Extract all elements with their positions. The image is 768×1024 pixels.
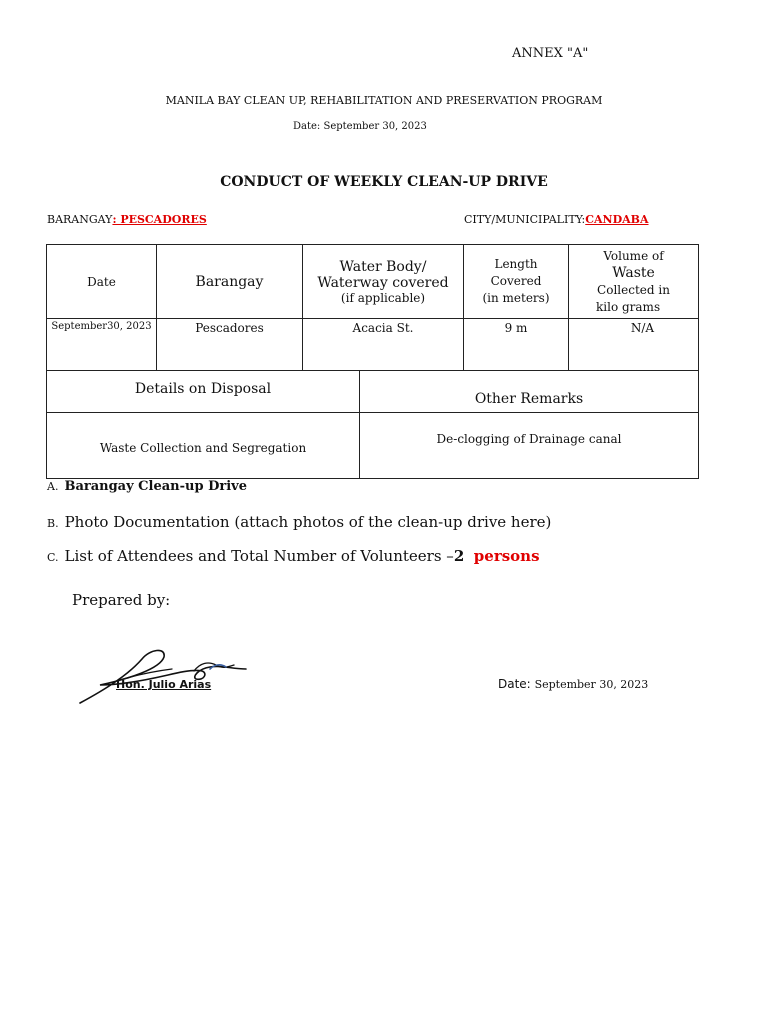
header-volume-line1: Volume of [603,248,664,263]
prepared-by-label: Prepared by: [72,591,171,609]
barangay-label: BARANGAY [47,213,113,226]
list-item-b [47,513,551,531]
report-date: Date: September 30, 2023 [293,121,427,132]
disposal-header-row [47,371,699,413]
header-water-body [303,245,464,319]
signer-name: Hon. Julio Arias [116,678,212,691]
remarks-header: Other Remarks [360,371,699,413]
header-water-body-line1: Water Body/ [339,258,427,275]
row-date: September30, 2023 [47,319,157,371]
list-marker-b: B. [47,517,59,530]
header-volume [569,245,699,319]
disposal-table [46,370,699,479]
header-length-line1: Length [494,257,538,271]
signature-date-value: September 30, 2023 [534,678,649,691]
header-water-body-line2: Waterway covered [317,274,449,291]
table-header-row [47,245,699,319]
header-barangay: Barangay [157,245,303,319]
row-length: 9 m [464,319,569,371]
list-text-c: List of Attendees and Total Number of Volunteers – [64,547,454,565]
city-label: CITY/MUNICIPALITY: [464,213,586,226]
cleanup-table [46,244,699,371]
list-text-b: Photo Documentation (attach photos of the clean-up drive here) [64,513,552,531]
remarks-value: De-clogging of Drainage canal [360,413,699,479]
list-marker-a: A. [47,480,59,493]
page-title: CONDUCT OF WEEKLY CLEAN-UP DRIVE [220,174,548,190]
row-barangay: Pescadores [157,319,303,371]
volunteer-unit: persons [473,547,540,565]
header-length-line3: (in meters) [482,291,550,305]
list-item-c [47,547,540,565]
city-value: CANDABA [585,213,649,226]
barangay-line [47,213,207,226]
annex-label: ANNEX "A" [512,46,589,61]
row-volume: N/A [569,319,699,371]
barangay-value: : PESCADORES [112,213,207,226]
header-length-line2: Covered [490,274,542,288]
disposal-value-row [47,413,699,479]
signature-date [498,677,648,691]
details-value: Waste Collection and Segregation [47,413,360,479]
header-volume-line4: kilo grams [596,299,661,314]
header-length [464,245,569,319]
header-date: Date [47,245,157,319]
header-volume-line2: Waste [612,264,655,281]
city-line [464,213,649,226]
details-header: Details on Disposal [47,371,360,413]
signature-date-label: Date: [498,677,531,691]
list-marker-c: C. [47,551,59,564]
list-item-a [47,479,247,494]
signature-image [76,645,256,709]
header-water-body-line3: (if applicable) [340,290,426,305]
row-water-body: Acacia St. [303,319,464,371]
header-volume-line3: Collected in [597,282,670,297]
program-title: MANILA BAY CLEAN UP, REHABILITATION AND PRESERVATION PROGRAM [165,94,603,107]
list-text-a: Barangay Clean-up Drive [64,479,247,494]
table-row [47,319,699,371]
volunteer-count: 2 [453,547,465,565]
